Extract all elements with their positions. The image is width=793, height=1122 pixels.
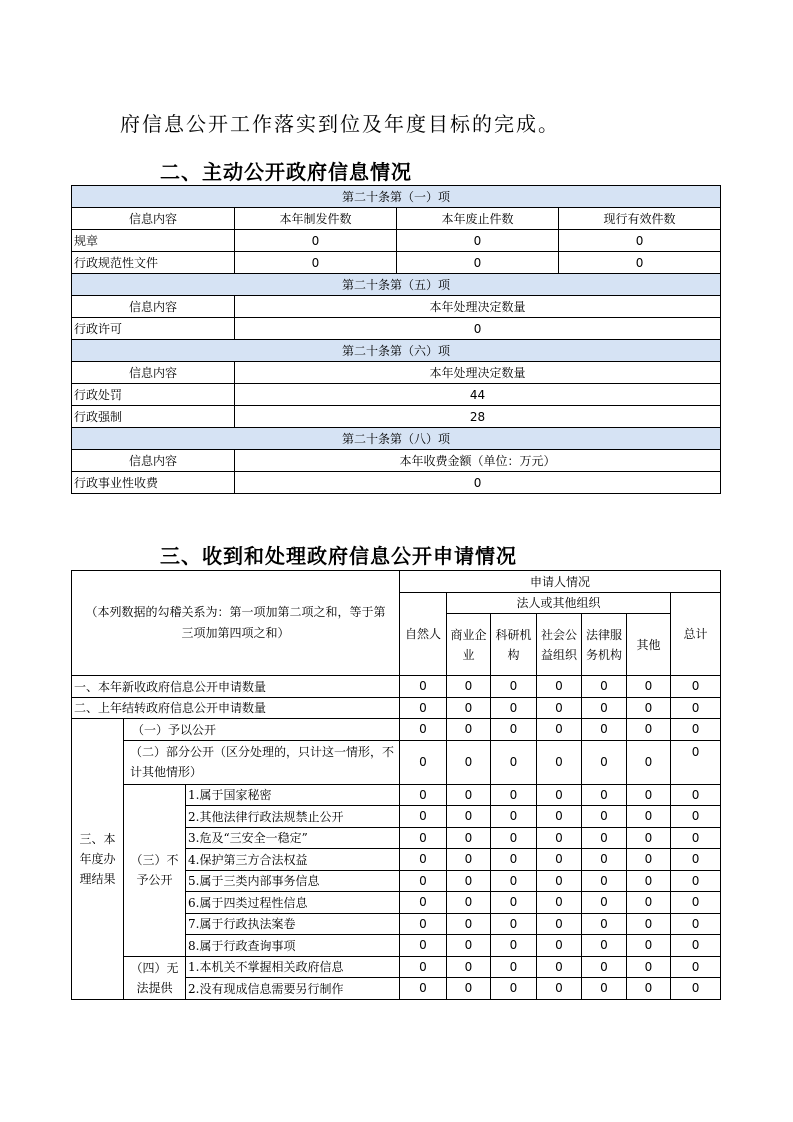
cell-value: 0 [491, 697, 537, 719]
cell-value: 0 [447, 849, 491, 871]
cell-value: 0 [491, 978, 537, 1000]
cell-value: 0 [537, 935, 582, 957]
column-header: 其他 [627, 614, 671, 676]
cell-value: 0 [537, 719, 582, 741]
cell-value: 0 [491, 870, 537, 892]
cell-value: 0 [671, 676, 721, 698]
section-2-title: 二、主动公开政府信息情况 [160, 160, 412, 184]
cell-value: 0 [537, 676, 582, 698]
cell-value: 0 [491, 806, 537, 828]
cell-value: 0 [671, 956, 721, 978]
row-label: 7.属于行政执法案卷 [186, 913, 400, 935]
column-header: 本年处理决定数量 [235, 296, 721, 318]
row-label: 3.危及“三安全一稳定” [186, 827, 400, 849]
cell-value: 0 [582, 935, 627, 957]
cell-value: 0 [582, 806, 627, 828]
cell-value: 0 [400, 719, 447, 741]
row-label: 2.没有现成信息需要另行制作 [186, 978, 400, 1000]
cell-value: 0 [582, 978, 627, 1000]
cell-value: 0 [447, 956, 491, 978]
column-header: 法律服务机构 [582, 614, 627, 676]
cell-value: 0 [400, 913, 447, 935]
row-label: 行政规范性文件 [72, 252, 235, 274]
cell-value: 0 [671, 697, 721, 719]
column-header: 本年处理决定数量 [235, 362, 721, 384]
row-label: 行政许可 [72, 318, 235, 340]
cell-value: 0 [537, 978, 582, 1000]
cell-value: 0 [537, 784, 582, 806]
cell-value: 0 [627, 697, 671, 719]
cell-value: 0 [491, 719, 537, 741]
cell-value: 0 [671, 870, 721, 892]
table-row [72, 318, 721, 340]
cell-value: 0 [400, 676, 447, 698]
applicant-header: 申请人情况 [400, 571, 721, 593]
cell-value: 0 [491, 827, 537, 849]
cell-value: 0 [400, 892, 447, 914]
intro-paragraph: 府信息公开工作落实到位及年度目标的完成。 [120, 112, 560, 136]
cell-value: 0 [671, 849, 721, 871]
row-label: 6.属于四类过程性信息 [186, 892, 400, 914]
row-label: 行政事业性收费 [72, 472, 235, 494]
cell-value: 0 [491, 740, 537, 784]
cell-value: 0 [400, 956, 447, 978]
row-label: 8.属于行政查询事项 [186, 935, 400, 957]
table-row [72, 676, 721, 698]
row-label: 规章 [72, 230, 235, 252]
cell-value: 0 [447, 870, 491, 892]
section-header: 第二十条第（六）项 [72, 340, 721, 362]
column-header: 信息内容 [72, 208, 235, 230]
cell-value: 0 [537, 806, 582, 828]
cell-value: 0 [447, 827, 491, 849]
cell-value: 0 [447, 892, 491, 914]
cell-value: 0 [671, 935, 721, 957]
cell-value: 0 [627, 676, 671, 698]
cell-value: 0 [447, 784, 491, 806]
column-header: 信息内容 [72, 450, 235, 472]
cell-value: 0 [447, 719, 491, 741]
row-label: 行政处罚 [72, 384, 235, 406]
cell-value: 0 [491, 913, 537, 935]
cell-value: 0 [400, 849, 447, 871]
cell-value: 0 [671, 719, 721, 741]
cell-value: 0 [627, 849, 671, 871]
cell-value: 0 [235, 318, 721, 340]
column-header: 社会公益组织 [537, 614, 582, 676]
relationship-note: （本列数据的勾稽关系为：第一项加第二项之和，等于第三项加第四项之和） [72, 571, 400, 676]
cell-value: 0 [447, 806, 491, 828]
cell-value: 0 [671, 827, 721, 849]
cell-value: 0 [400, 978, 447, 1000]
cell-value: 0 [559, 230, 721, 252]
column-header: 信息内容 [72, 362, 235, 384]
column-header: 本年废止件数 [397, 208, 559, 230]
column-header: 信息内容 [72, 296, 235, 318]
cell-value: 0 [400, 784, 447, 806]
section-header: 第二十条第（一）项 [72, 186, 721, 208]
row-label: 4.保护第三方合法权益 [186, 849, 400, 871]
column-header: 商业企业 [447, 614, 491, 676]
unable-label: （四）无法提供 [124, 956, 186, 999]
cell-value: 0 [400, 697, 447, 719]
table-row [72, 956, 721, 978]
cell-value: 0 [491, 784, 537, 806]
section-header: 第二十条第（五）项 [72, 274, 721, 296]
legal-entity-header: 法人或其他组织 [447, 592, 671, 614]
table-row [72, 252, 721, 274]
handling-result-label: 三、本年度办理结果 [72, 719, 124, 1000]
table-row [72, 697, 721, 719]
column-header: 本年制发件数 [235, 208, 397, 230]
column-header: 本年收费金额（单位：万元） [235, 450, 721, 472]
table-row [72, 384, 721, 406]
cell-value: 0 [397, 252, 559, 274]
table-row [72, 740, 721, 784]
cell-value: 0 [397, 230, 559, 252]
cell-value: 0 [582, 870, 627, 892]
row-label: （一）予以公开 [124, 719, 400, 741]
row-label: 二、上年结转政府信息公开申请数量 [72, 697, 400, 719]
cell-value: 0 [582, 719, 627, 741]
table-row [72, 719, 721, 741]
column-header: 科研机构 [491, 614, 537, 676]
application-handling-table [71, 570, 721, 1000]
table-row [72, 472, 721, 494]
cell-value: 44 [235, 384, 721, 406]
cell-value: 0 [627, 935, 671, 957]
cell-value: 0 [559, 252, 721, 274]
cell-value: 0 [627, 827, 671, 849]
table-row [72, 406, 721, 428]
row-label: 5.属于三类内部事务信息 [186, 870, 400, 892]
cell-value: 28 [235, 406, 721, 428]
cell-value: 0 [400, 740, 447, 784]
cell-value: 0 [582, 740, 627, 784]
cell-value: 0 [447, 978, 491, 1000]
section-3-title: 三、收到和处理政府信息公开申请情况 [160, 544, 517, 568]
cell-value: 0 [627, 870, 671, 892]
cell-value: 0 [627, 806, 671, 828]
row-label: 1.属于国家秘密 [186, 784, 400, 806]
cell-value: 0 [627, 913, 671, 935]
cell-value: 0 [627, 740, 671, 784]
cell-value: 0 [400, 827, 447, 849]
cell-value: 0 [537, 956, 582, 978]
cell-value: 0 [235, 252, 397, 274]
cell-value: 0 [447, 740, 491, 784]
cell-value: 0 [491, 892, 537, 914]
row-label: 行政强制 [72, 406, 235, 428]
cell-value: 0 [582, 784, 627, 806]
cell-value: 0 [447, 676, 491, 698]
cell-value: 0 [537, 740, 582, 784]
cell-value: 0 [447, 913, 491, 935]
cell-value: 0 [537, 827, 582, 849]
cell-value: 0 [582, 892, 627, 914]
cell-value: 0 [235, 230, 397, 252]
row-label: 2.其他法律行政法规禁止公开 [186, 806, 400, 828]
row-label: 1.本机关不掌握相关政府信息 [186, 956, 400, 978]
cell-value: 0 [537, 849, 582, 871]
cell-value: 0 [671, 806, 721, 828]
section-header: 第二十条第（八）项 [72, 428, 721, 450]
cell-value: 0 [400, 935, 447, 957]
cell-value: 0 [582, 913, 627, 935]
cell-value: 0 [582, 849, 627, 871]
cell-value: 0 [400, 806, 447, 828]
cell-value: 0 [671, 740, 721, 784]
cell-value: 0 [400, 870, 447, 892]
cell-value: 0 [537, 870, 582, 892]
row-label: 一、本年新收政府信息公开申请数量 [72, 676, 400, 698]
cell-value: 0 [447, 697, 491, 719]
withheld-label: （三）不予公开 [124, 784, 186, 956]
cell-value: 0 [235, 472, 721, 494]
proactive-disclosure-table [71, 185, 721, 494]
cell-value: 0 [627, 956, 671, 978]
cell-value: 0 [582, 676, 627, 698]
cell-value: 0 [491, 849, 537, 871]
cell-value: 0 [627, 892, 671, 914]
cell-value: 0 [491, 935, 537, 957]
table-row [72, 230, 721, 252]
cell-value: 0 [537, 892, 582, 914]
cell-value: 0 [671, 784, 721, 806]
cell-value: 0 [582, 956, 627, 978]
cell-value: 0 [447, 935, 491, 957]
natural-person-header: 自然人 [400, 592, 447, 676]
cell-value: 0 [627, 978, 671, 1000]
cell-value: 0 [491, 676, 537, 698]
cell-value: 0 [537, 697, 582, 719]
cell-value: 0 [537, 913, 582, 935]
cell-value: 0 [582, 827, 627, 849]
cell-value: 0 [627, 719, 671, 741]
cell-value: 0 [491, 956, 537, 978]
column-header: 现行有效件数 [559, 208, 721, 230]
cell-value: 0 [671, 978, 721, 1000]
cell-value: 0 [671, 892, 721, 914]
total-header: 总计 [671, 592, 721, 676]
cell-value: 0 [582, 697, 627, 719]
cell-value: 0 [671, 913, 721, 935]
row-label: （二）部分公开（区分处理的，只计这一情形，不计其他情形） [124, 740, 400, 784]
table-row [72, 784, 721, 806]
cell-value: 0 [627, 784, 671, 806]
